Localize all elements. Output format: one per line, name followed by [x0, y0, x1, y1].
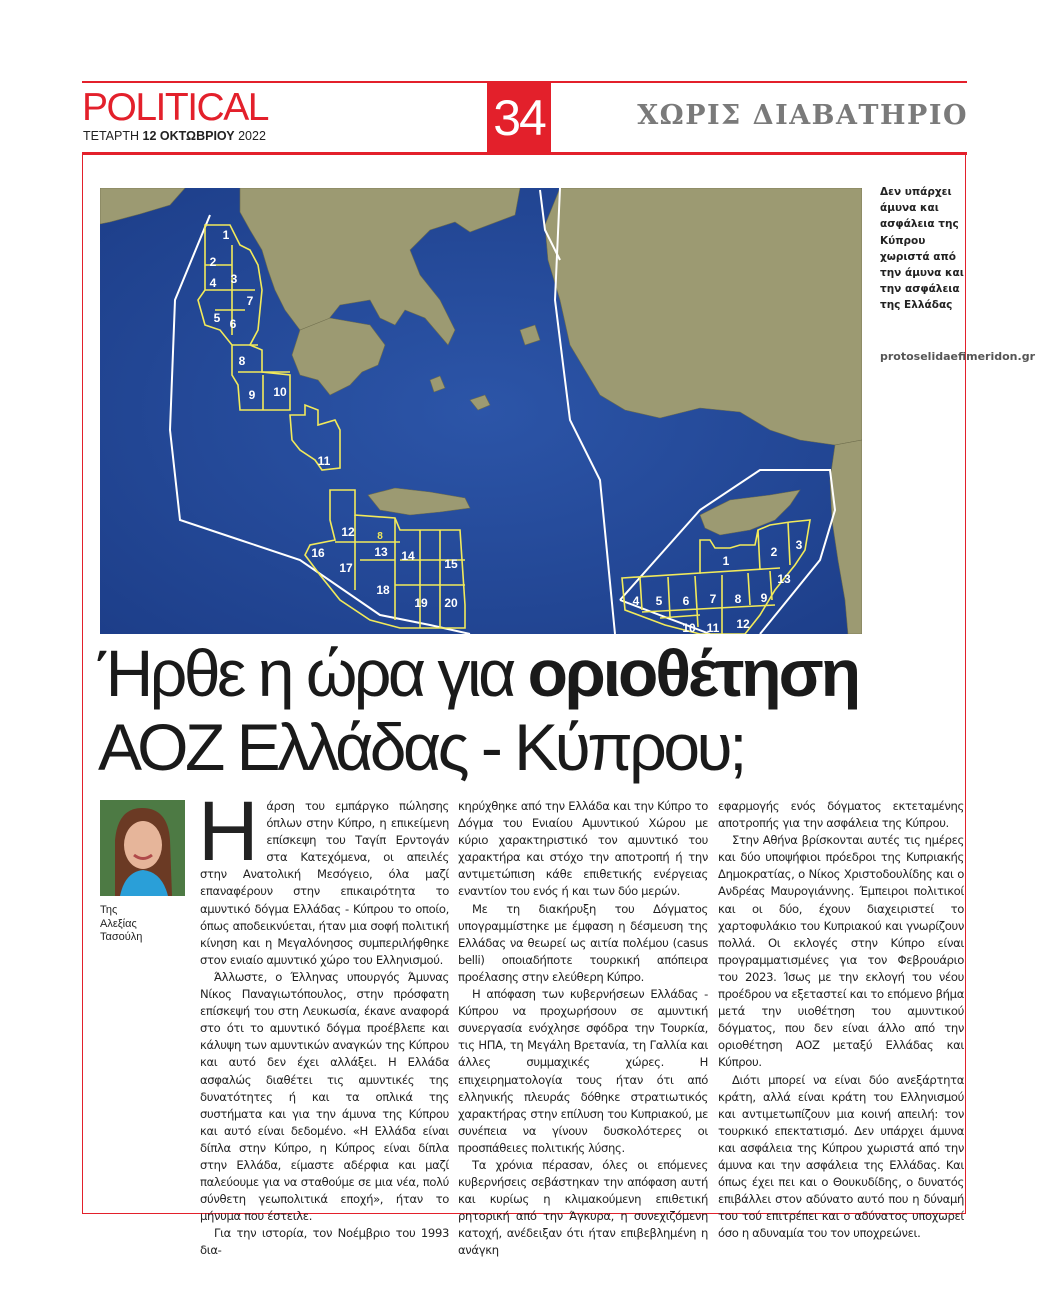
block-label: 9 — [248, 388, 256, 402]
section-title: POLITICAL — [82, 86, 268, 129]
paragraph: Στην Αθήνα βρίσκονται αυτές τις ημέρες και δύο υποψήφιοι πρόεδροι της Κυπριακής Δημοκρατίας, ο Νίκος Χριστοδουλίδης και ο Ανδρέας Μαυρογιάννης. Έμπειροι πολιτικοί και οι δύο, έχουν διαχειριστεί το χαρτοφυλάκιο του Κυπριακού και γνωρίζουν πολλά. Οι εκλογές στην Κύπρο είναι προγραμματισμένες για τον Φεβρουάριο του 2023. Ίσως με την εκλογή του νέου προέδρου να εξεταστεί και το επόμενο βήμα μετά την υιοθέτηση του αμυντικού δόγματος, που δεν είναι άλλο από την οριοθέτηση ΑΟΖ μεταξύ Ελλάδας και Κύπρου. — [718, 833, 964, 1070]
paragraph: Τα χρόνια πέρασαν, όλες οι επόμενες κυβερνήσεις σεβάστηκαν την απόφαση αυτή και κυρίως η κλιμακούμενη επιθετική ρητορική από την Άγκυρα, η συνεχιζόμενη κατοχή, ανέδειξαν ότι ήταν επιβεβλημένη η ανάγκη — [458, 1157, 708, 1258]
paragraph: εφαρμογής ενός δόγματος εκτεταμένης αποτροπής για την ασφάλεια της Κύπρου. — [718, 799, 964, 831]
author-last-name: Τασούλη — [100, 931, 143, 943]
block-label: 5 — [213, 311, 221, 325]
drop-cap: Η — [198, 784, 259, 878]
block-label: 7 — [709, 592, 717, 606]
headline-bold: οριοθέτηση — [527, 636, 859, 710]
block-label: 19 — [414, 596, 428, 610]
block-label: 12 — [736, 617, 750, 631]
author-first-name: Αλεξίας — [100, 917, 137, 930]
article-column-3 — [718, 798, 964, 1242]
block-label: 3 — [795, 538, 803, 552]
block-label: 14 — [401, 549, 415, 563]
block-label: 11 — [706, 621, 720, 634]
block-label: 12 — [341, 525, 355, 539]
block-label: 13 — [777, 572, 791, 586]
article-column-2 — [458, 798, 708, 1260]
paragraph: Η απόφαση των κυβερνήσεων Ελλάδας - Κύπρου να προχωρήσουν σε αμυντική συνεργασία ενόχλησε σφόδρα την Τουρκία, τις ΗΠΑ, τη Μεγάλη Βρετανία, τη Γαλλία και άλλες συμμαχικές χώρες. Η επιχειρηματολογία τους ήταν ότι από ελληνικής πλευράς δόθηκε στρατιωτικός χαρακτήρας στην επίλυση του Κυπριακού, με συνέπεια να γίνουν δυσκολότερες οι προσπάθειες πολιτικής λύσης. — [458, 987, 708, 1155]
dateline — [83, 129, 266, 143]
block-label: 3 — [230, 272, 238, 286]
block-label: 8 — [734, 592, 742, 606]
date-year: 2022 — [238, 129, 266, 143]
article-column-1 — [198, 784, 449, 1260]
block-label: 17 — [339, 561, 353, 575]
column-rubric: ΧΩΡΙΣ ΔΙΑΒΑΤΗΡΙΟ — [637, 100, 968, 131]
block-label: 16 — [311, 546, 325, 560]
block-label: 9 — [760, 591, 768, 605]
watermark: protoselidaefimeridon.gr — [880, 350, 1035, 363]
paragraph: Άλλωστε, ο Έλληνας υπουργός Άμυνας Νίκος Παναγιωτόπουλος, στην πρόσφατη επίσκεψή του στη Λευκωσία, έκανε αναφορά στο ότι το αμυντικό δόγμα προέβλεπε και κάλυψη των αμυντικών αναγκών της Κύπρου και αυτό δεν έχει αλλάξει. Η Ελλάδα ασφαλώς διαθέτει τις αμυντικές της δυνατότητες ή και τα οπλικά της συστήματα και για την άμυνα της Κύπρου και αυτό είναι δεδομένο. «Η Ελλάδα είναι δίπλα στην Κύπρο, η Κύπρος είναι δίπλα στην Ελλάδα, είμαστε αδέρφια και μαζί παλεύουμε για να σταθούμε σε μια νέα, πολύ σύνθετη γεωπολιτικά εποχή», ήταν το μήνυμα που έστειλε. — [200, 969, 449, 1224]
author-byline — [100, 904, 190, 945]
date-main: 12 ΟΚΤΩΒΡΙΟΥ — [142, 129, 235, 143]
paragraph: κηρύχθηκε από την Ελλάδα και την Κύπρο το Δόγμα του Ενιαίου Αμυντικού Χώρου με κύριο χαρακτηριστικό τον αμυντικό του χαρακτήρα και στόχο την αποτροπή ή την αντιμετώπιση κάθε επιθετικής ενέργειας εναντίον του ενός ή και των δύο μερών. — [458, 799, 708, 899]
block-label: 2 — [770, 545, 778, 559]
block-label: 8 — [238, 354, 246, 368]
block-label: 10 — [682, 621, 696, 634]
block-label: 1 — [222, 228, 230, 242]
block-label: 6 — [682, 594, 690, 608]
block-label: 10 — [273, 385, 287, 399]
paragraph: Για την ιστορία, τον Νοέμβριο του 1993 δια- — [200, 1226, 449, 1258]
block-label: 11 — [317, 454, 331, 468]
block-label: 7 — [246, 294, 254, 308]
byline-prefix: Της — [100, 904, 118, 916]
block-label: 18 — [376, 583, 390, 597]
paragraph: άρση του εμπάργκο πώλησης όπλων στην Κύπρο, η επικείμενη επίσκεψη του Ταγίπ Ερντογάν στα Κατεχόμενα, οι απειλές στην Ανατολική Μεσόγειο, όλα μαζί επαναφέρουν στην επικαιρότητα το αμυντικό δόγμα Ελλάδας - Κύπρου το οποίο, όπως αποδεικνύεται, ήταν μια σοφή πολιτική κίνηση και η Μεγαλόνησος συμπεριλήφθηκε στον ενιαίο αμυντικό χώρο του Ελληνισμού. — [200, 799, 449, 967]
pull-quote: Δεν υπάρχει άμυνα και ασφάλεια της Κύπρου χωριστά από την άμυνα και την ασφάλεια της Ελλάδας — [880, 186, 964, 312]
block-label: 1 — [722, 554, 730, 568]
block-label: 6 — [229, 317, 237, 331]
eez-map — [100, 188, 862, 634]
headline-part1: Ήρθε η ώρα για — [98, 636, 528, 710]
block-label: 13 — [374, 545, 388, 559]
block-label: 4 — [209, 276, 217, 290]
block-label: 20 — [444, 596, 458, 610]
block-label: 5 — [655, 594, 663, 608]
date-day: ΤΕΤΑΡΤΗ — [83, 129, 140, 143]
page-number: 34 — [487, 82, 551, 154]
block-label: 15 — [444, 557, 458, 571]
paragraph: Διότι μπορεί να είναι δύο ανεξάρτητα κράτη, αλλά είναι κράτη του Ελληνισμού και αντιμετωπίζουν μια κοινή απειλή: τον τουρκικό επεκτατισμό. Δεν υπάρχει άμυνα και ασφάλεια της Κύπρου χωριστά από την άμυνα και την ασφάλεια της Ελλάδας. Και όπως έχει πει και ο Θουκυδίδης, ο δυνατός επιβάλλει στον αδύνατο αυτό που η δύναμή του τού επιτρέπει και ο αδύνατος υποχωρεί όσο η αδυναμία του τον υποχρεώνει. — [718, 1072, 964, 1241]
headline — [98, 636, 898, 784]
block-label: 2 — [209, 255, 217, 269]
block-label: 8 — [377, 531, 383, 542]
author-photo — [100, 800, 185, 896]
block-label: 4 — [632, 594, 640, 608]
paragraph: Με τη διακήρυξη του Δόγματος υπογραμμίστηκε με έμφαση η δέσμευση της Ελλάδας να θεωρεί ως αιτία πολέμου (casus belli) οποιαδήποτε τουρκική απόπειρα προέλασης στην ελεύθερη Κύπρο. — [458, 901, 708, 984]
headline-part2: ΑΟΖ Ελλάδας - Κύπρου; — [98, 710, 744, 784]
